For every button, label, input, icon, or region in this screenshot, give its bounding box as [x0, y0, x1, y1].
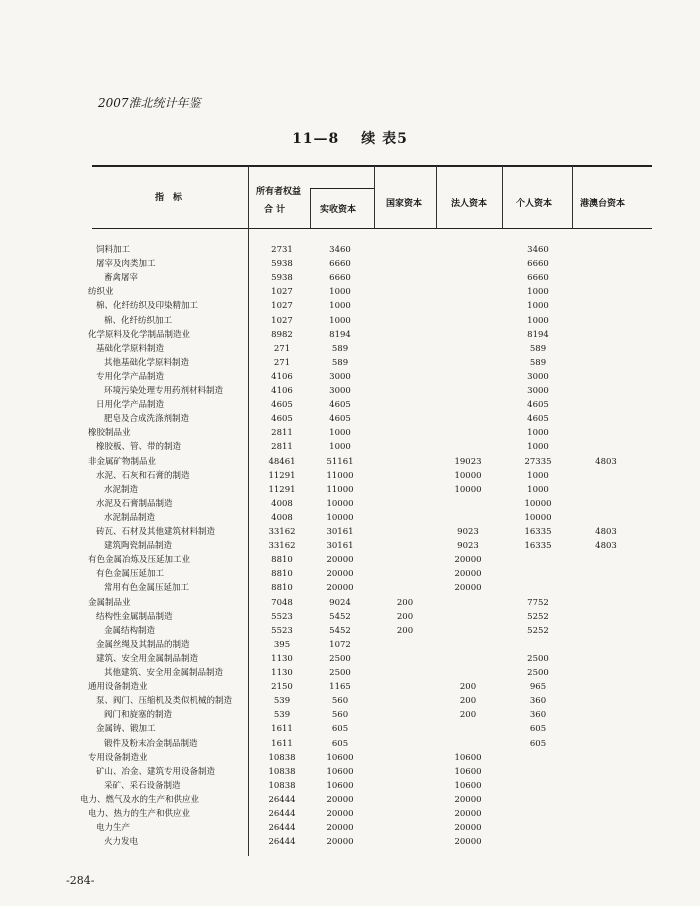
book-title: 2007淮北统计年鉴: [98, 96, 201, 110]
header-paid-in-capital: 实收资本: [320, 205, 357, 215]
table-row: [0, 356, 700, 370]
cell-c1: 33162: [268, 541, 296, 552]
table-row: [0, 285, 700, 299]
cell-c1: 2811: [271, 428, 293, 439]
table-row: [0, 807, 700, 821]
row-label: 水泥及石膏制品制造: [96, 498, 173, 509]
cell-c1: 5523: [271, 611, 293, 622]
cell-c1: 2811: [271, 442, 293, 453]
cell-c5: 589: [529, 343, 547, 354]
row-label: 建筑陶瓷制品制造: [104, 541, 173, 552]
cell-c1: 1130: [271, 653, 293, 664]
row-label: 非金属矿物制品业: [88, 456, 157, 467]
cell-c2: 51161: [326, 456, 354, 467]
cell-c2: 5452: [329, 611, 351, 622]
cell-c5: 1000: [527, 315, 549, 326]
cell-c1: 8810: [271, 555, 293, 566]
row-label: 通用设备制造业: [88, 682, 148, 693]
cell-c1: 7048: [271, 597, 293, 608]
table-row: [0, 624, 700, 638]
cell-c2: 20000: [326, 809, 354, 819]
cell-c2: 4605: [329, 414, 351, 425]
row-label: 电力、燃气及水的生产和供应业: [80, 794, 200, 805]
table-row: [0, 271, 700, 285]
cell-c2: 6660: [329, 259, 351, 270]
table-row: [0, 666, 700, 680]
header-hk-macao-taiwan-capital: 港澳台资本: [580, 199, 626, 209]
table-row: [0, 680, 700, 694]
cell-c5: 589: [529, 357, 547, 368]
cell-c1: 4605: [271, 414, 293, 425]
cell-c5: 2500: [527, 653, 549, 664]
row-label: 金属丝绳及其制品的制造: [96, 639, 190, 650]
cell-c5: 605: [529, 724, 547, 735]
row-label: 专用化学产品制造: [96, 371, 165, 382]
cell-c1: 271: [273, 357, 291, 368]
row-label: 火力发电: [104, 837, 139, 848]
row-label: 饲料加工: [96, 245, 131, 255]
row-label: 金属铸、锻加工: [96, 724, 156, 735]
row-label: 棉、化纤纺织及印染精加工: [96, 301, 199, 312]
cell-c3: 200: [396, 625, 414, 636]
cell-c2: 30161: [326, 541, 354, 552]
row-label: 水泥、石灰和石膏的制造: [96, 470, 190, 481]
cell-c5: 360: [529, 710, 547, 721]
cell-c1: 10838: [268, 752, 296, 763]
cell-c1: 4605: [271, 400, 293, 411]
cell-c1: 539: [273, 696, 291, 707]
cell-c4: 9023: [457, 541, 479, 552]
cell-c2: 9024: [329, 597, 351, 608]
cell-c2: 3000: [329, 371, 351, 382]
cell-c1: 1027: [271, 287, 293, 298]
cell-c2: 20000: [326, 837, 354, 848]
cell-c2: 1000: [329, 287, 351, 298]
cell-c2: 2500: [329, 653, 351, 664]
cell-c4: 20000: [454, 583, 482, 594]
cell-c3: 200: [396, 597, 414, 608]
cell-c4: 200: [459, 682, 477, 693]
cell-c2: 8194: [329, 329, 351, 340]
cell-c1: 8810: [271, 583, 293, 594]
cell-c5: 1000: [527, 484, 549, 495]
cell-c1: 4008: [271, 498, 293, 509]
cell-c4: 10000: [454, 470, 482, 481]
cell-c2: 20000: [326, 794, 354, 805]
cell-c2: 560: [331, 710, 349, 721]
row-label: 电力生产: [96, 823, 131, 834]
cell-c3: 200: [396, 611, 414, 622]
cell-c2: 1072: [329, 639, 351, 650]
cell-c1: 26444: [268, 809, 296, 819]
cell-c6: 4803: [595, 527, 617, 537]
cell-c5: 1000: [527, 287, 549, 298]
cell-c4: 20000: [454, 555, 482, 566]
cell-c1: 5523: [271, 625, 293, 636]
table-row: [0, 455, 700, 469]
row-label: 有色金属压延加工: [96, 569, 165, 580]
table-row: [0, 779, 700, 793]
row-label: 金属制品业: [88, 597, 131, 608]
table-row: [0, 426, 700, 440]
row-label: 电力、热力的生产和供应业: [88, 809, 191, 819]
cell-c1: 4106: [271, 371, 293, 382]
header-legal-person-capital: 法人资本: [451, 199, 488, 209]
cell-c5: 3000: [527, 386, 549, 396]
cell-c5: 360: [529, 696, 547, 707]
header-state-capital: 国家资本: [386, 199, 423, 209]
cell-c1: 33162: [268, 527, 296, 537]
cell-c2: 605: [331, 738, 349, 749]
table-row: [0, 328, 700, 342]
column-divider: [436, 166, 437, 228]
table-row: [0, 539, 700, 553]
cell-c2: 10600: [326, 766, 354, 777]
table-row: [0, 610, 700, 624]
table-row: [0, 581, 700, 595]
cell-c1: 26444: [268, 794, 296, 805]
row-label: 阀门和旋塞的制造: [104, 710, 173, 721]
cell-c5: 27335: [524, 456, 552, 467]
table-row: [0, 793, 700, 807]
table-number: 11—8: [292, 131, 340, 147]
cell-c1: 1027: [271, 301, 293, 312]
table-row: [0, 384, 700, 398]
header-indicator: 指 标: [155, 193, 183, 203]
table-row: [0, 497, 700, 511]
table-top-rule: [92, 165, 652, 167]
cell-c5: 3460: [527, 245, 549, 255]
cell-c1: 5938: [271, 273, 293, 284]
cell-c4: 20000: [454, 569, 482, 580]
header-owner-equity-2: 合 计: [264, 205, 286, 215]
cell-c2: 1000: [329, 442, 351, 453]
row-label: 日用化学产品制造: [96, 400, 165, 411]
row-label: 泵、阀门、压缩机及类似机械的制造: [96, 696, 233, 707]
table-row: [0, 567, 700, 581]
row-label: 水泥制品制造: [104, 512, 156, 523]
column-divider: [572, 166, 573, 228]
row-label: 有色金属冶炼及压延加工业: [88, 555, 191, 566]
cell-c1: 4008: [271, 512, 293, 523]
cell-c6: 4803: [595, 541, 617, 552]
cell-c2: 4605: [329, 400, 351, 411]
row-label: 砖瓦、石材及其他建筑材料制造: [96, 527, 216, 537]
cell-c6: 4803: [595, 456, 617, 467]
page-number: -284-: [66, 874, 95, 887]
cell-c4: 20000: [454, 809, 482, 819]
cell-c1: 10838: [268, 766, 296, 777]
table-row: [0, 483, 700, 497]
cell-c1: 48461: [268, 456, 296, 467]
table-row: [0, 821, 700, 835]
cell-c1: 1027: [271, 315, 293, 326]
row-label: 专用设备制造业: [88, 752, 148, 763]
row-label: 化学原料及化学制品制造业: [88, 329, 191, 340]
row-label: 其他基础化学原料制造: [104, 357, 190, 368]
row-label: 肥皂及合成洗涤剂制造: [104, 414, 190, 425]
cell-c5: 4605: [527, 400, 549, 411]
cell-c5: 16335: [524, 527, 552, 537]
cell-c5: 4605: [527, 414, 549, 425]
cell-c5: 10000: [524, 498, 552, 509]
cell-c2: 11000: [326, 484, 354, 495]
cell-c4: 19023: [454, 456, 482, 467]
row-label: 水泥制造: [104, 484, 139, 495]
row-label: 建筑、安全用金属制品制造: [96, 653, 199, 664]
header-owner-equity-1: 所有者权益: [256, 187, 302, 197]
cell-c2: 1000: [329, 301, 351, 312]
table-row: [0, 737, 700, 751]
cell-c2: 11000: [326, 470, 354, 481]
cell-c2: 560: [331, 696, 349, 707]
cell-c5: 965: [529, 682, 547, 693]
table-row: [0, 694, 700, 708]
cell-c1: 4106: [271, 386, 293, 396]
cell-c1: 1611: [271, 738, 293, 749]
cell-c4: 10600: [454, 752, 482, 763]
table-row: [0, 370, 700, 384]
table-row: [0, 440, 700, 454]
cell-c1: 2150: [271, 682, 293, 693]
cell-c2: 20000: [326, 569, 354, 580]
cell-c5: 605: [529, 738, 547, 749]
cell-c5: 1000: [527, 301, 549, 312]
row-label: 常用有色金属压延加工: [104, 583, 190, 594]
row-label: 锻件及粉末冶金制品制造: [104, 738, 198, 749]
table-row: [0, 511, 700, 525]
cell-c1: 539: [273, 710, 291, 721]
table-row: [0, 243, 700, 257]
header-inner-rule: [310, 188, 374, 189]
cell-c2: 1165: [329, 682, 351, 693]
cell-c5: 10000: [524, 512, 552, 523]
cell-c5: 5252: [527, 625, 549, 636]
column-divider: [374, 166, 375, 228]
cell-c5: 2500: [527, 668, 549, 678]
cell-c4: 10000: [454, 484, 482, 495]
table-row: [0, 751, 700, 765]
cell-c4: 200: [459, 710, 477, 721]
cell-c5: 1000: [527, 442, 549, 453]
row-label: 橡胶制品业: [88, 428, 131, 439]
table-row: [0, 638, 700, 652]
table-row: [0, 342, 700, 356]
cell-c4: 9023: [457, 527, 479, 537]
table-title-text: 续 表5: [361, 131, 408, 147]
cell-c5: 6660: [527, 273, 549, 284]
cell-c2: 10000: [326, 512, 354, 523]
row-label: 结构性金属制品制造: [96, 611, 173, 622]
table-row: [0, 652, 700, 666]
cell-c1: 271: [273, 343, 291, 354]
cell-c2: 10000: [326, 498, 354, 509]
table-row: [0, 596, 700, 610]
cell-c2: 6660: [329, 273, 351, 284]
table-row: [0, 412, 700, 426]
table-row: [0, 553, 700, 567]
cell-c5: 8194: [527, 329, 549, 340]
cell-c5: 5252: [527, 611, 549, 622]
cell-c2: 30161: [326, 527, 354, 537]
cell-c2: 3000: [329, 386, 351, 396]
cell-c1: 11291: [268, 484, 296, 495]
table-row: [0, 835, 700, 849]
cell-c1: 395: [273, 639, 291, 650]
cell-c5: 1000: [527, 470, 549, 481]
table-row: [0, 722, 700, 736]
cell-c2: 589: [331, 343, 349, 354]
cell-c1: 1130: [271, 668, 293, 678]
cell-c4: 20000: [454, 837, 482, 848]
cell-c2: 5452: [329, 625, 351, 636]
cell-c1: 8982: [271, 329, 293, 340]
cell-c5: 3000: [527, 371, 549, 382]
cell-c1: 1611: [271, 724, 293, 735]
row-label: 采矿、采石设备制造: [104, 780, 181, 791]
table-row: [0, 314, 700, 328]
cell-c2: 589: [331, 357, 349, 368]
table-title: [0, 128, 700, 148]
cell-c5: 7752: [527, 597, 549, 608]
table-row: [0, 398, 700, 412]
cell-c2: 20000: [326, 823, 354, 834]
table-row: [0, 257, 700, 271]
row-label: 环境污染处理专用药剂材料制造: [104, 386, 224, 396]
row-label: 矿山、冶金、建筑专用设备制造: [96, 766, 216, 777]
row-label: 屠宰及肉类加工: [96, 259, 156, 270]
column-divider: [502, 166, 503, 228]
cell-c4: 20000: [454, 794, 482, 805]
cell-c5: 6660: [527, 259, 549, 270]
row-label: 其他建筑、安全用金属制品制造: [104, 668, 224, 678]
table-row: [0, 525, 700, 539]
cell-c4: 10600: [454, 780, 482, 791]
cell-c2: 20000: [326, 555, 354, 566]
cell-c1: 26444: [268, 837, 296, 848]
cell-c2: 10600: [326, 752, 354, 763]
cell-c2: 1000: [329, 315, 351, 326]
table-row: [0, 469, 700, 483]
row-label: 金属结构制造: [104, 625, 156, 636]
cell-c1: 8810: [271, 569, 293, 580]
cell-c2: 605: [331, 724, 349, 735]
cell-c5: 1000: [527, 428, 549, 439]
cell-c1: 26444: [268, 823, 296, 834]
row-label: 橡胶板、管、带的制造: [96, 442, 182, 453]
cell-c4: 10600: [454, 766, 482, 777]
row-label: 基础化学原料制造: [96, 343, 165, 354]
cell-c2: 20000: [326, 583, 354, 594]
cell-c2: 10600: [326, 780, 354, 791]
cell-c4: 20000: [454, 823, 482, 834]
cell-c1: 2731: [271, 245, 293, 255]
row-label: 畜禽屠宰: [104, 273, 139, 284]
header-individual-capital: 个人资本: [516, 199, 553, 209]
row-label: 纺织业: [88, 287, 114, 298]
cell-c1: 5938: [271, 259, 293, 270]
column-divider: [310, 189, 311, 228]
cell-c5: 16335: [524, 541, 552, 552]
row-label: 棉、化纤纺织加工: [104, 315, 173, 326]
cell-c2: 3460: [329, 245, 351, 255]
cell-c2: 1000: [329, 428, 351, 439]
table-row: [0, 708, 700, 722]
cell-c1: 11291: [268, 470, 296, 481]
cell-c1: 10838: [268, 780, 296, 791]
table-row: [0, 765, 700, 779]
cell-c4: 200: [459, 696, 477, 707]
header-bottom-rule: [92, 228, 652, 229]
table-row: [0, 299, 700, 313]
cell-c2: 2500: [329, 668, 351, 678]
